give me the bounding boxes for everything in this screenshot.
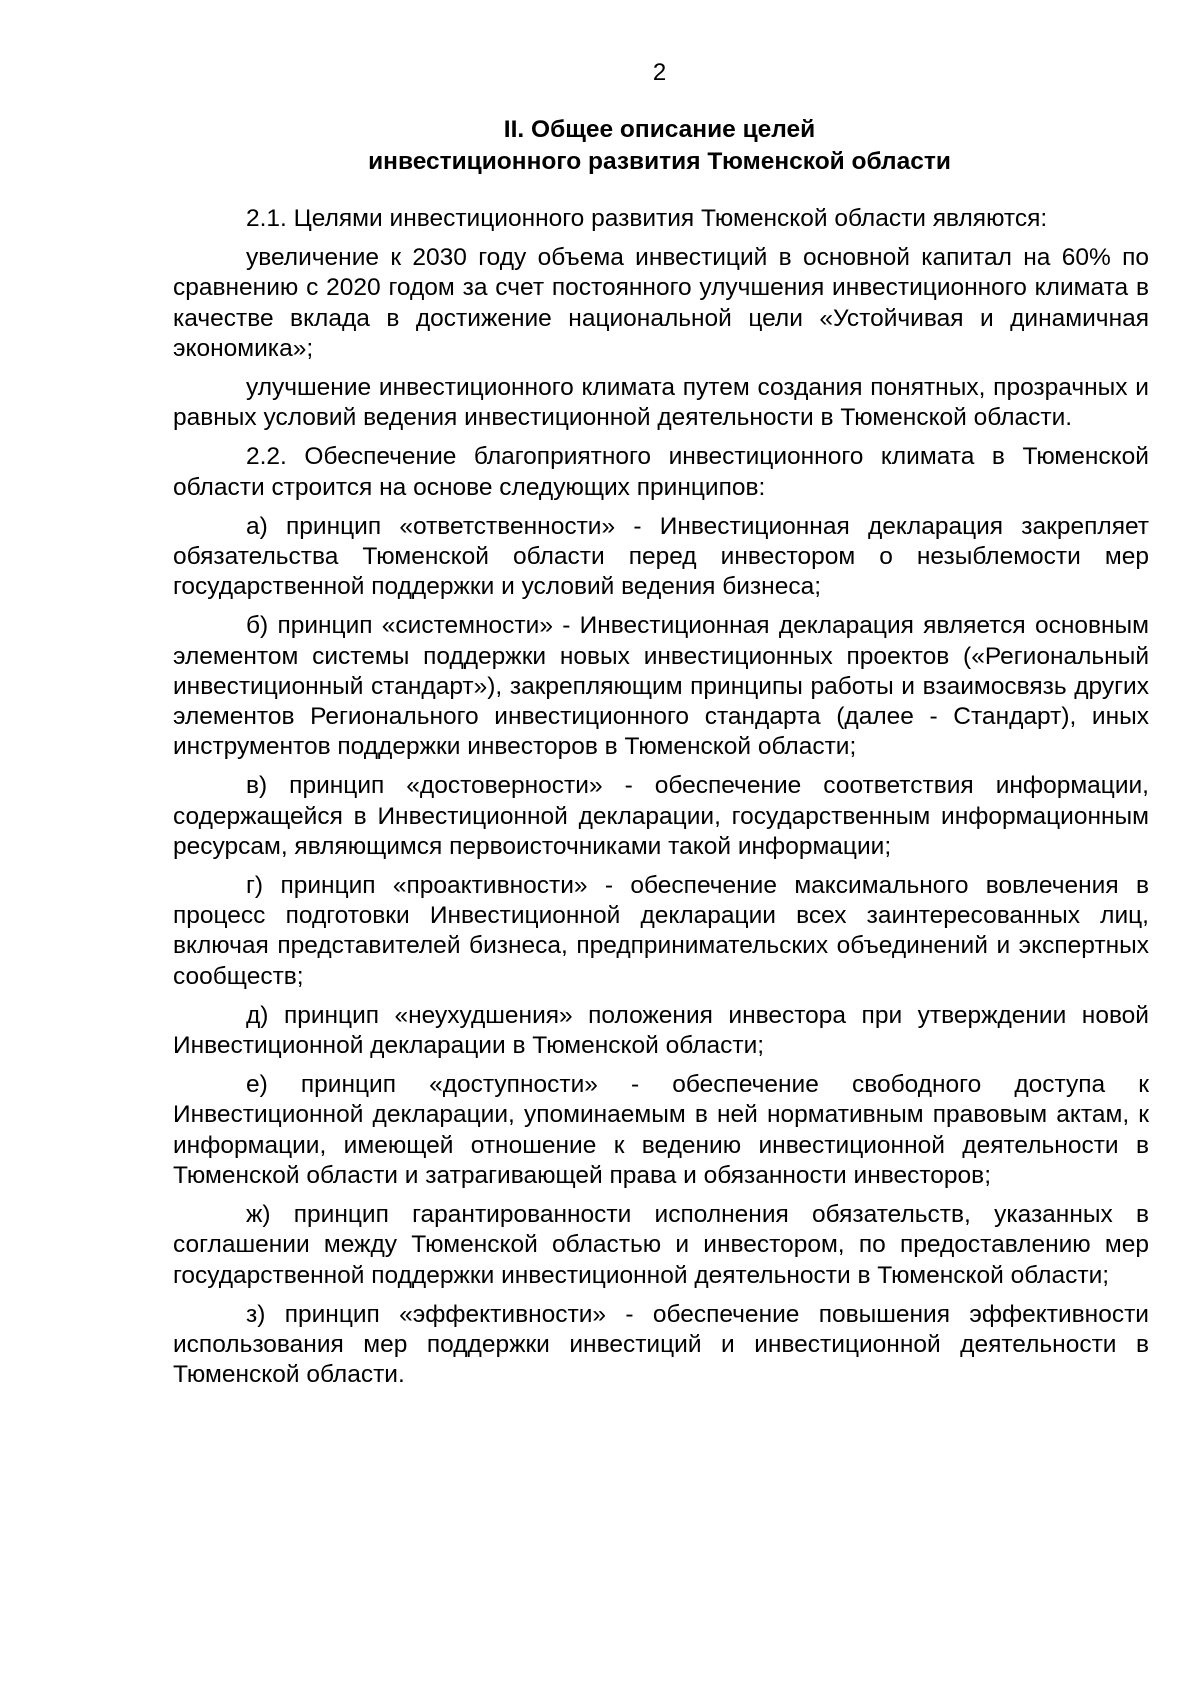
section-title	[0, 114, 1200, 178]
paragraph-goal-climate: улучшение инвестиционного климата путем создания понятных, прозрачных и равных условий ведения инвестиционной деятельности в Тюменской области.	[173, 374, 1149, 432]
page-number: 2	[652, 59, 667, 86]
paragraph-principle-a: а) принцип «ответственности» - Инвестиционная декларация закрепляет обязательства Тюменской области перед инвестором о незыблемости мер государственной поддержки и условий ведения бизнеса;	[173, 512, 1149, 601]
paragraph-principle-g: г) принцип «проактивности» - обеспечение максимального вовлечения в процесс подготовки Инвестиционной декларации всех заинтересованных лиц, включая представителей бизнеса, предпринимательских объединений и экспертных сообществ;	[173, 872, 1149, 990]
paragraph-principle-zh: ж) принцип гарантированности исполнения обязательств, указанных в соглашении между Тюменской областью и инвестором, по предоставлению мер государственной поддержки инвестиционной деятельности в Тюменской области;	[173, 1201, 1149, 1289]
paragraph-principle-d: д) принцип «неухудшения» положения инвестора при утверждении новой Инвестиционной декларации в Тюменской области;	[173, 1001, 1149, 1060]
section-title-line-1: II. Общее описание целей	[503, 116, 816, 143]
paragraph-principle-e: е) принцип «доступности» - обеспечение свободного доступа к Инвестиционной декларации, упоминаемым в ней нормативным правовым актам, к информации, имеющей отношение к ведению инвестиционной деятельности в Тюменской области и затрагивающей права и обязанности инвесторов;	[173, 1071, 1149, 1189]
paragraph-principle-b: б) принцип «системности» - Инвестиционная декларация является основным элементом системы поддержки новых инвестиционных проектов («Региональный инвестиционный стандарт»), закрепляющим принципы работы и взаимосвязь других элементов Регионального инвестиционного стандарта (далее - Стандарт), иных инструментов поддержки инвесторов в Тюменской области;	[173, 612, 1149, 761]
paragraph-goal-investment-growth: увеличение к 2030 году объема инвестиций в основной капитал на 60% по сравнению с 2020 годом за счет постоянного улучшения инвестиционного климата в качестве вклада в достижение национальной цели «Устойчивая и динамичная экономика»;	[173, 244, 1149, 362]
paragraph-principle-v: в) принцип «достоверности» - обеспечение соответствия информации, содержащейся в Инвестиционной декларации, государственным информационным ресурсам, являющимся первоисточниками такой информации;	[173, 772, 1149, 860]
paragraph-2-1: 2.1. Целями инвестиционного развития Тюменской области являются:	[246, 205, 1048, 232]
document-body	[173, 204, 1149, 1399]
paragraph-principle-z: з) принцип «эффективности» - обеспечение повышения эффективности использования мер поддержки инвестиций и инвестиционной деятельности в Тюменской области.	[173, 1300, 1149, 1389]
paragraph-2-2: 2.2. Обеспечение благоприятного инвестиционного климата в Тюменской области строится на основе следующих принципов:	[173, 443, 1149, 501]
section-title-line-2: инвестиционного развития Тюменской области	[368, 148, 951, 175]
